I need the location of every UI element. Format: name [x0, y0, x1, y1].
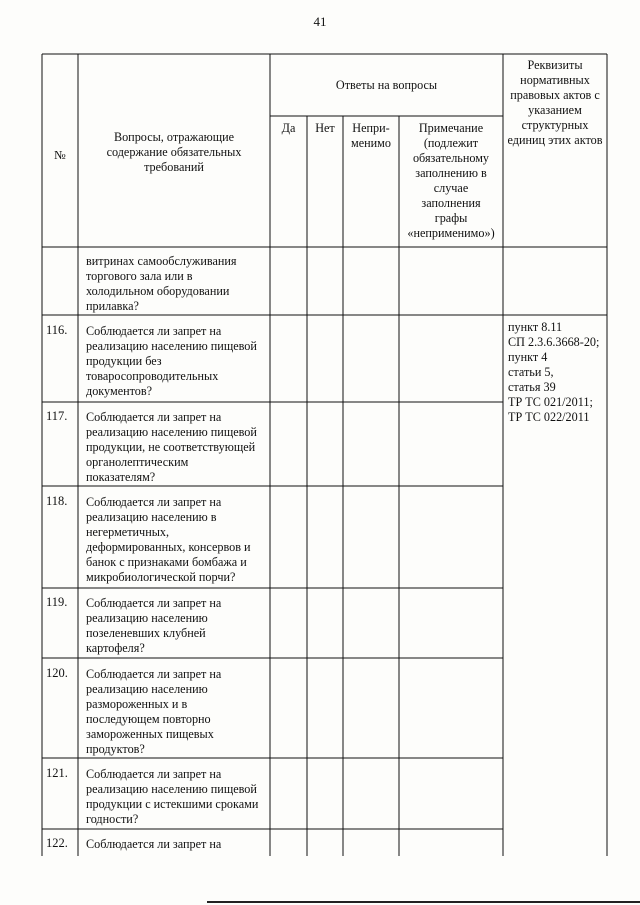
- header-questions: Вопросы, отражающие содержание обязательных требований: [106, 130, 242, 174]
- row-number: 118.: [46, 494, 68, 508]
- row-question: Соблюдается ли запрет на: [86, 837, 222, 851]
- row-number: 120.: [46, 666, 68, 680]
- page-number: 41: [313, 14, 327, 29]
- row-question: витринах самообслуживания торгового зала или в холодильном оборудовании прилавка?: [86, 254, 237, 313]
- header-not-applicable: Непри- менимо: [351, 121, 391, 150]
- scan-edge-line: [207, 901, 640, 903]
- row-question: Соблюдается ли запрет на реализацию населению позеленевших клубней картофеля?: [86, 596, 222, 655]
- row-question: Соблюдается ли запрет на реализацию населению пищевой продукции с истекшими сроками годности?: [86, 767, 259, 826]
- row-number: 122.: [46, 836, 68, 850]
- row-number: 119.: [46, 595, 68, 609]
- header-yes: Да: [281, 121, 296, 135]
- header-answers-group: Ответы на вопросы: [335, 78, 438, 92]
- row-question: Соблюдается ли запрет на реализацию населению в негерметичных, деформированных, консервов и банок с признаками бомбажа и микробиологической порчи?: [86, 495, 251, 584]
- row-question: Соблюдается ли запрет на реализацию населению пищевой продукции, не соответствующей органолептическим показателям?: [86, 410, 257, 484]
- row-number: 117.: [46, 409, 68, 423]
- header-no: Нет: [315, 121, 335, 135]
- header-requisites: Реквизиты нормативных правовых актов с указанием структурных единиц этих актов: [507, 58, 603, 147]
- row-number: 116.: [46, 323, 68, 337]
- requisites-text: пункт 8.11 СП 2.3.6.3668-20; пункт 4 статьи 5, статья 39 ТР ТС 021/2011; ТР ТС 022/2011: [508, 320, 600, 424]
- row-question: Соблюдается ли запрет на реализацию населению пищевой продукции без товаросопроводительных документов?: [86, 324, 257, 398]
- header-note: Примечание (подлежит обязательному заполнению в случае заполнения графы «неприменимо»): [407, 121, 495, 240]
- row-question: Соблюдается ли запрет на реализацию населению размороженных и в последующем повторно замороженных пищевых продуктов?: [86, 667, 222, 756]
- header-num: №: [54, 148, 66, 162]
- row-number: 121.: [46, 766, 68, 780]
